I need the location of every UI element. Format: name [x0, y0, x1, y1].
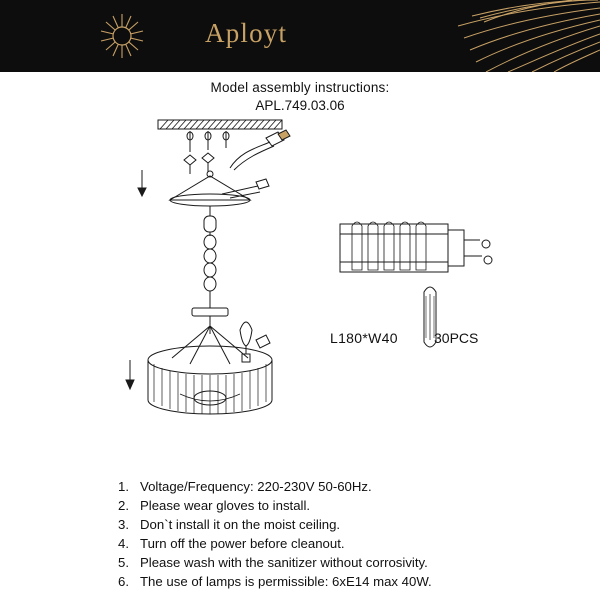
- suspension-chain-icon: [204, 206, 216, 308]
- title-line-2: APL.749.03.06: [255, 98, 345, 113]
- list-item: [118, 516, 578, 534]
- assembly-direction-arrow-icon: [138, 170, 146, 196]
- brand-name: Aployt: [205, 18, 288, 48]
- list-item: [118, 478, 578, 496]
- list-item: [118, 554, 578, 572]
- list-item-number: 6.: [118, 574, 129, 590]
- screws-and-anchors-icon: [184, 131, 229, 174]
- list-item-number: 2.: [118, 498, 129, 514]
- wiring-detail-icon: [230, 130, 290, 170]
- parts-diagram: [330, 200, 580, 380]
- list-item-text: Please wash with the sanitizer without corrosivity.: [140, 555, 428, 571]
- title-line-1: Model assembly instructions:: [210, 80, 390, 95]
- radiating-rays-icon: [380, 0, 600, 72]
- instructions-list: [118, 478, 578, 593]
- ceiling-canopy-icon: [170, 171, 250, 206]
- sunburst-icon: [98, 12, 146, 60]
- list-item-number: 5.: [118, 555, 129, 571]
- list-item: [118, 573, 578, 591]
- list-item-text: Don`t install it on the moist ceiling.: [140, 517, 341, 533]
- header-banner: [0, 0, 600, 72]
- list-item-text: Please wear gloves to install.: [140, 498, 311, 514]
- hatched-ceiling-plate-icon: [158, 120, 282, 129]
- list-item-number: 1.: [118, 479, 129, 494]
- list-item-number: 3.: [118, 517, 129, 533]
- list-item: [118, 497, 578, 515]
- dimension-label: L180*W40: [330, 330, 398, 346]
- list-item-number: 4.: [118, 536, 129, 552]
- assembly-direction-arrow-icon-2: [126, 360, 134, 389]
- list-item: [118, 535, 578, 553]
- page-title: [0, 80, 600, 113]
- list-item-text: Turn off the power before cleanout.: [140, 536, 345, 552]
- list-item-text: The use of lamps is permissible: 6xE14 max 40W.: [140, 574, 432, 590]
- crystal-rack-icon: [340, 222, 492, 272]
- list-item-text: Voltage/Frequency: 220-230V 50-60Hz.: [140, 479, 372, 494]
- assembly-diagram: [80, 112, 340, 462]
- candle-bulb-icon: [240, 322, 270, 362]
- crystal-chandelier-body-icon: [148, 308, 272, 414]
- quantity-label: 30PCS: [434, 330, 479, 346]
